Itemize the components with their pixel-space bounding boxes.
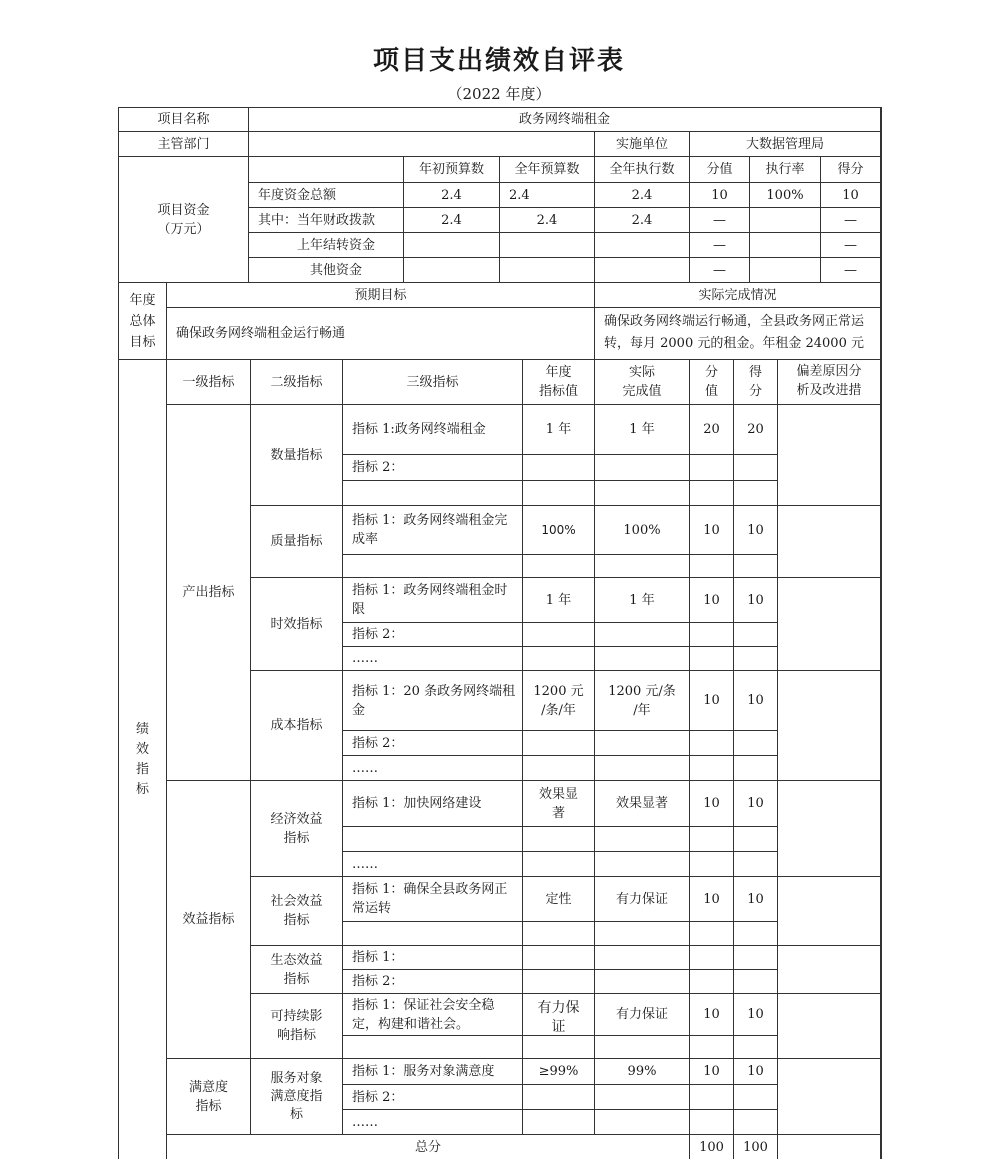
indicator-score-value [690, 455, 734, 481]
indicator-name: …… [343, 852, 523, 877]
indicator-score-value [690, 970, 734, 994]
indicator-name [343, 922, 523, 946]
indicator-name: …… [343, 647, 523, 671]
indicator-score: 10 [734, 877, 778, 922]
indicator-name: 指标 1： [343, 946, 523, 970]
indicator-remark [778, 671, 881, 781]
indicator-score-value [690, 852, 734, 877]
project-name-value: 政务网终端租金 [249, 108, 881, 132]
indicator-score-value: 10 [690, 994, 734, 1036]
indicator-actual: 有力保证 [595, 994, 690, 1036]
indicator-name: 指标 2： [343, 455, 523, 481]
funds-annual: 2.4 [500, 208, 595, 233]
indicator-text: 指标 1:政务网终端租金 [352, 422, 486, 437]
indicator-actual [595, 970, 690, 994]
level2-sustainable: 可持续影 响指标 [251, 994, 343, 1059]
level1-benefit: 效益指标 [167, 781, 251, 1059]
funds-row-label: 年度资金总额 [249, 183, 404, 208]
indicator-name [343, 506, 523, 555]
expected-goal-header: 预期目标 [167, 283, 595, 308]
indicator-score [734, 555, 778, 578]
indicator-remark [778, 781, 881, 877]
indicator-target: 定性 [523, 877, 595, 922]
dept-value [249, 132, 595, 157]
indicator-actual [595, 1085, 690, 1110]
indicator-score-value [690, 1110, 734, 1135]
indicator-remark [778, 877, 881, 946]
indicator-score [734, 731, 778, 756]
col-executed: 全年执行数 [595, 157, 690, 183]
indicator-name [343, 877, 523, 922]
indicator-score-value: 10 [690, 578, 734, 623]
indicator-target: 有力保 证 [523, 994, 595, 1036]
indicator-score [734, 455, 778, 481]
level2-service: 服务对象 满意度指 标 [251, 1059, 343, 1135]
funds-label: 项目资金 （万元） [119, 157, 249, 283]
page-subtitle: （2022 年度） [447, 85, 551, 103]
indicator-actual: 有力保证 [595, 877, 690, 922]
indicator-actual [595, 455, 690, 481]
indicator-actual: 1 年 [595, 405, 690, 455]
indicator-score-value [690, 946, 734, 970]
indicator-score: 10 [734, 1059, 778, 1085]
indicator-score [734, 1085, 778, 1110]
indicator-score-value [690, 756, 734, 781]
indicator-score [734, 970, 778, 994]
actual-completion-header: 实际完成情况 [595, 283, 881, 308]
level2-quality: 质量指标 [251, 506, 343, 578]
level2-quantity: 数量指标 [251, 405, 343, 506]
indicator-name [343, 578, 523, 623]
indicator-target [523, 455, 595, 481]
actual-completion-text: 确保政务网终端运行畅通，全县政务网正常运转，每月 2000 元的租金。年租金 24000 元 [595, 308, 881, 360]
indicator-target [523, 1036, 595, 1059]
indicators-side-text: 绩效指标 [135, 721, 149, 797]
indicator-score [734, 946, 778, 970]
indicator-name [343, 555, 523, 578]
indicator-score [734, 1036, 778, 1059]
funds-score-value: 10 [690, 183, 750, 208]
indicator-name: 指标 2： [343, 1085, 523, 1110]
indicator-score-value [690, 922, 734, 946]
indicator-target [523, 555, 595, 578]
indicator-actual [595, 946, 690, 970]
indicator-remark [778, 994, 881, 1059]
indicator-score: 10 [734, 781, 778, 827]
indicator-actual [595, 852, 690, 877]
indicator-name [343, 405, 523, 455]
funds-annual [500, 233, 595, 258]
indicator-text: 指标 1：保证社会安全稳定，构建和谐社会。 [352, 997, 495, 1032]
indicator-name: 指标 2： [343, 970, 523, 994]
hdr-actual: 实际 完成值 [595, 360, 690, 405]
col-annual-budget: 全年预算数 [500, 157, 595, 183]
indicator-score-value [690, 827, 734, 852]
expected-goal-text: 确保政务网终端租金运行畅通 [167, 308, 595, 360]
indicator-target: 1 年 [523, 405, 595, 455]
indicator-name [343, 1036, 523, 1059]
indicator-name [343, 481, 523, 506]
funds-score: 10 [821, 183, 881, 208]
indicator-target [523, 970, 595, 994]
col-exec-rate: 执行率 [750, 157, 821, 183]
hdr-level2: 二级指标 [251, 360, 343, 405]
indicator-remark [778, 405, 881, 506]
funds-initial [404, 258, 500, 283]
indicator-remark [778, 578, 881, 671]
hdr-score-value: 分 值 [690, 360, 734, 405]
indicator-target [523, 946, 595, 970]
indicator-name [343, 994, 523, 1036]
indicator-score [734, 1110, 778, 1135]
indicator-score-value: 10 [690, 1059, 734, 1085]
indicator-target [523, 481, 595, 506]
hdr-remark: 偏差原因分 析及改进措 [778, 360, 881, 405]
total-score-value: 100 [689, 1135, 734, 1159]
funds-score-value: — [690, 208, 750, 233]
indicator-score [734, 827, 778, 852]
indicator-score-value: 10 [690, 781, 734, 827]
funds-row-label: 其中：当年财政拨款 [249, 208, 404, 233]
total-score: 100 [734, 1135, 778, 1159]
col-score: 得分 [821, 157, 881, 183]
funds-executed: 2.4 [595, 208, 690, 233]
funds-score-value: — [690, 233, 750, 258]
indicator-score-value [690, 1036, 734, 1059]
indicator-score [734, 481, 778, 506]
level2-economic: 经济效益 指标 [251, 781, 343, 877]
hdr-target: 年度 指标值 [523, 360, 595, 405]
funds-score-value: — [690, 258, 750, 283]
indicator-name: 指标 2： [343, 731, 523, 756]
funds-executed [595, 233, 690, 258]
indicator-actual [595, 1110, 690, 1135]
hdr-level1: 一级指标 [167, 360, 251, 405]
funds-score: — [821, 233, 881, 258]
indicator-actual [595, 481, 690, 506]
level2-social: 社会效益 指标 [251, 877, 343, 946]
indicator-actual [595, 827, 690, 852]
indicator-actual: 99% [595, 1059, 690, 1085]
indicator-text: 指标 1：加快网络建设 [352, 796, 482, 811]
level1-satisfaction: 满意度 指标 [167, 1059, 251, 1135]
indicator-text: 指标 1：政务网终端租金完成率 [352, 513, 508, 547]
indicator-score [734, 756, 778, 781]
col-initial-budget: 年初预算数 [404, 157, 500, 183]
hdr-level3: 三级指标 [343, 360, 523, 405]
indicator-score-value [690, 731, 734, 756]
indicator-target [523, 623, 595, 647]
indicator-actual [595, 555, 690, 578]
impl-unit-label: 实施单位 [595, 132, 690, 157]
indicator-score: 10 [734, 578, 778, 623]
funds-annual [500, 258, 595, 283]
indicator-score: 10 [734, 506, 778, 555]
page-title: 项目支出绩效自评表 [372, 46, 625, 76]
funds-score: — [821, 208, 881, 233]
indicator-remark [778, 1059, 881, 1135]
indicator-score-value: 20 [690, 405, 734, 455]
col-score-value: 分值 [690, 157, 750, 183]
indicator-name: …… [343, 1110, 523, 1135]
funds-executed [595, 258, 690, 283]
indicator-target: 1200 元 /条/年 [523, 671, 595, 731]
funds-rate: 100% [750, 183, 821, 208]
indicator-target: 100% [523, 506, 595, 555]
indicator-actual [595, 623, 690, 647]
indicator-remark [778, 506, 881, 578]
indicator-score [734, 852, 778, 877]
indicator-target: ≥99% [523, 1059, 595, 1085]
total-remark [778, 1135, 881, 1159]
indicator-score-value: 10 [690, 877, 734, 922]
indicator-actual [595, 922, 690, 946]
indicator-name: …… [343, 756, 523, 781]
indicator-name [343, 827, 523, 852]
indicator-score-value [690, 555, 734, 578]
funds-rate [750, 233, 821, 258]
project-name-label: 项目名称 [119, 108, 249, 132]
indicator-target [523, 827, 595, 852]
indicator-text: 指标 1：20 条政务网终端租金 [352, 683, 516, 718]
indicator-target [523, 852, 595, 877]
evaluation-table [118, 107, 882, 1159]
funds-score: — [821, 258, 881, 283]
indicator-name [343, 781, 523, 827]
funds-initial [404, 233, 500, 258]
level1-output: 产出指标 [167, 405, 251, 781]
total-label: 总分 [167, 1135, 690, 1159]
overall-goal-label: 年度 总体 目标 [119, 283, 167, 360]
indicator-score-value [690, 1085, 734, 1110]
indicator-name [343, 671, 523, 731]
funds-executed: 2.4 [595, 183, 690, 208]
indicator-target [523, 647, 595, 671]
funds-rate [750, 208, 821, 233]
impl-unit-value: 大数据管理局 [690, 132, 881, 157]
indicator-name: 指标 2： [343, 623, 523, 647]
indicator-score: 10 [734, 671, 778, 731]
indicator-text: 指标 1：确保全县政务网正常运转 [352, 882, 508, 916]
dept-label: 主管部门 [119, 132, 249, 157]
level2-timeliness: 时效指标 [251, 578, 343, 671]
indicator-score: 10 [734, 994, 778, 1036]
funds-initial: 2.4 [404, 183, 500, 208]
indicator-target [523, 922, 595, 946]
indicator-score [734, 922, 778, 946]
indicator-score-value: 10 [690, 671, 734, 731]
funds-annual: 2.4 [500, 183, 595, 208]
funds-corner [249, 157, 404, 183]
indicator-name: 指标 1：服务对象满意度 [343, 1059, 523, 1085]
indicator-text: 指标 1：政务网终端租金时限 [352, 583, 508, 617]
indicator-actual: 100% [595, 506, 690, 555]
indicator-score: 20 [734, 405, 778, 455]
indicator-remark [778, 946, 881, 994]
indicator-score-value [690, 623, 734, 647]
indicator-actual [595, 756, 690, 781]
indicator-actual [595, 731, 690, 756]
funds-rate [750, 258, 821, 283]
funds-row-label: 上年结转资金 [249, 233, 404, 258]
level2-ecological: 生态效益 指标 [251, 946, 343, 994]
indicator-target [523, 1085, 595, 1110]
indicator-target [523, 1110, 595, 1135]
indicator-actual: 1 年 [595, 578, 690, 623]
indicators-side-label [119, 360, 167, 1159]
indicator-target: 1 年 [523, 578, 595, 623]
indicator-actual: 1200 元/条 /年 [595, 671, 690, 731]
indicator-target [523, 731, 595, 756]
funds-initial: 2.4 [404, 208, 500, 233]
hdr-score: 得 分 [734, 360, 778, 405]
indicator-actual [595, 647, 690, 671]
indicator-score [734, 623, 778, 647]
indicator-target: 效果显 著 [523, 781, 595, 827]
funds-row-label: 其他资金 [249, 258, 404, 283]
indicator-score-value [690, 481, 734, 506]
indicator-target [523, 756, 595, 781]
indicator-actual [595, 1036, 690, 1059]
indicator-score-value [690, 647, 734, 671]
indicator-actual: 效果显著 [595, 781, 690, 827]
indicator-score [734, 647, 778, 671]
level2-cost: 成本指标 [251, 671, 343, 781]
indicator-score-value: 10 [690, 506, 734, 555]
